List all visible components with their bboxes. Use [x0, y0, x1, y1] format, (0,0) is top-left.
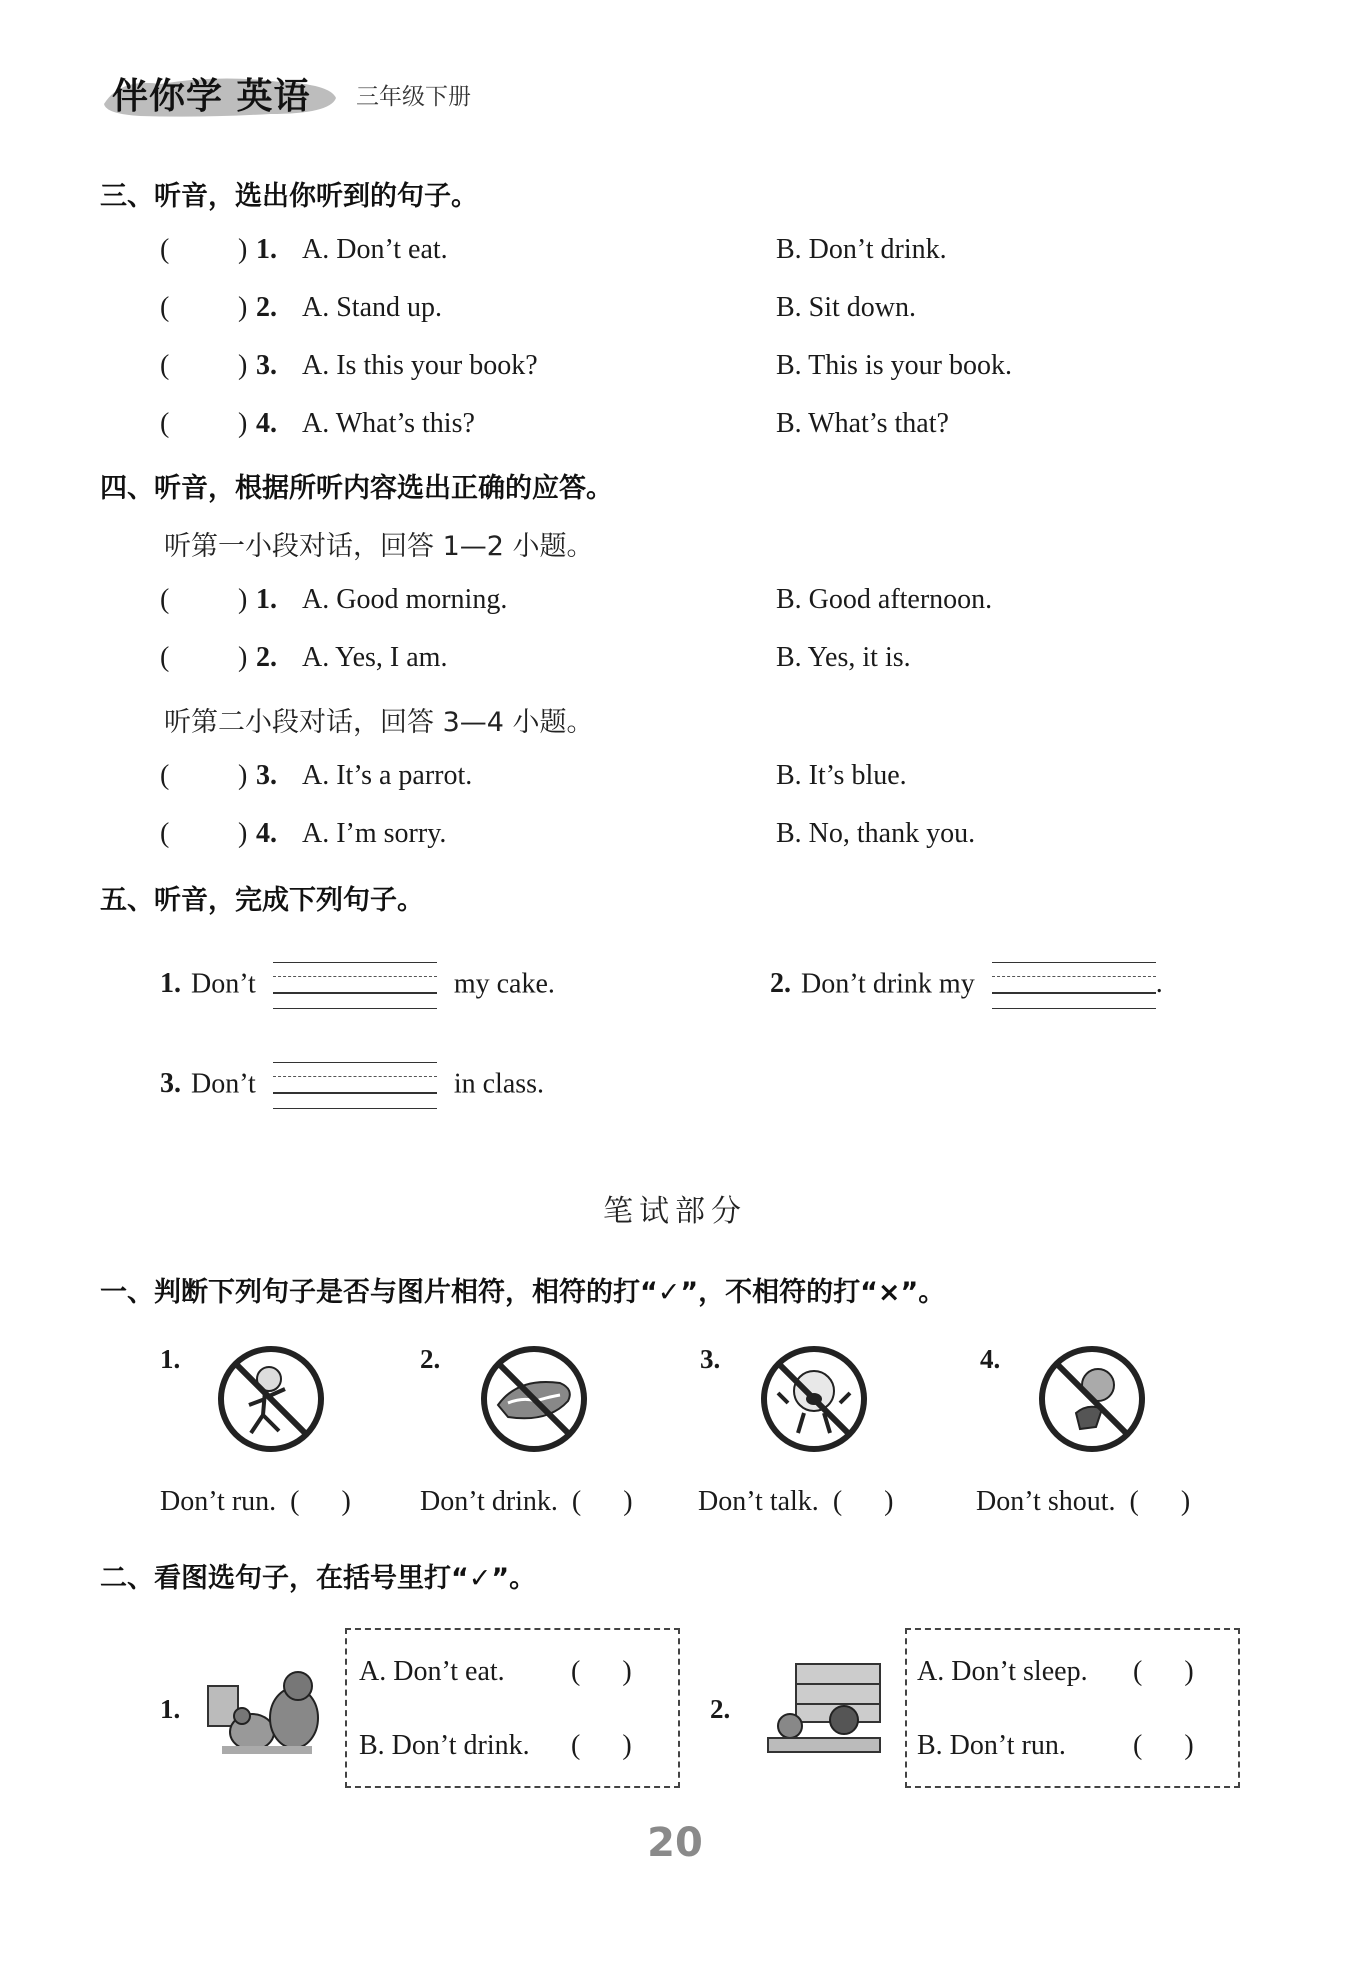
no-boy-icon	[1036, 1343, 1148, 1455]
no-shouting-icon	[758, 1343, 870, 1455]
question-row: ( ) 2. A. Yes, I am. B. Yes, it is.	[160, 642, 911, 673]
answer-paren-open[interactable]: (	[160, 408, 170, 439]
answer-paren-open[interactable]: (	[160, 818, 170, 849]
option-box-1	[345, 1628, 680, 1788]
option-a: A. Yes, I am.	[302, 642, 448, 673]
library-children-picture	[760, 1660, 886, 1760]
option-b: B. This is your book.	[776, 350, 1012, 381]
answer-paren-open[interactable]: (	[160, 760, 170, 791]
option-a: A. Don’t eat.	[302, 234, 448, 265]
section-4-part1: 听第一小段对话，回答 1—2 小题。	[164, 531, 594, 562]
option-a: A. Good morning.	[302, 584, 508, 615]
answer-paren-close: )	[238, 818, 248, 849]
question-row: ( ) 1. A. Good morning. B. Good afternoon.	[160, 584, 993, 615]
option-a: A. What’s this?	[302, 408, 475, 439]
option-b: B. Don’t drink.	[776, 234, 947, 265]
answer-paren-close: )	[238, 350, 248, 381]
question-row: ( ) 3. A. It’s a parrot. B. It’s blue.	[160, 760, 907, 791]
answer-paren[interactable]: ( )	[1133, 1656, 1194, 1687]
answer-paren-close: )	[238, 408, 248, 439]
option-a: A. Don’t eat.	[359, 1656, 505, 1687]
section-5-title: 五、听音，完成下列句子。	[100, 885, 424, 916]
picture-caption: Don’t shout. ( )	[976, 1486, 1191, 1517]
option-b: B. What’s that?	[776, 408, 949, 439]
fill-sentence-2: 2. Don’t drink my .	[770, 958, 1163, 1014]
option-b: B. It’s blue.	[776, 760, 907, 791]
question-row: ( ) 4. A. I’m sorry. B. No, thank you.	[160, 818, 976, 849]
question-row: ( ) 1. A. Don’t eat. B. Don’t drink.	[160, 234, 947, 265]
section-4-title: 四、听音，根据所听内容选出正确的应答。	[100, 473, 613, 504]
option-b: B. Good afternoon.	[776, 584, 993, 615]
no-food-icon	[478, 1343, 590, 1455]
option-a: A. Stand up.	[302, 292, 442, 323]
page-number: 20	[647, 1820, 703, 1866]
answer-paren-open[interactable]: (	[160, 642, 170, 673]
question-row: ( ) 3. A. Is this your book? B. This is your book.	[160, 350, 1012, 381]
answer-paren-open[interactable]: (	[160, 292, 170, 323]
answer-paren-open[interactable]: (	[160, 234, 170, 265]
option-b: B. Yes, it is.	[776, 642, 911, 673]
mice-eating-picture	[202, 1656, 328, 1764]
answer-paren-close: )	[238, 234, 248, 265]
answer-paren-open[interactable]: (	[160, 350, 170, 381]
option-b: B. Don’t run.	[917, 1730, 1066, 1761]
answer-paren[interactable]: ( )	[571, 1486, 633, 1517]
section-3-title: 三、听音，选出你听到的句子。	[100, 181, 478, 212]
answer-paren-close: )	[238, 760, 248, 791]
picture-caption: Don’t talk. ( )	[698, 1486, 894, 1517]
answer-paren-open[interactable]: (	[160, 584, 170, 615]
fill-sentence-1: 1. Don’t my cake.	[160, 958, 555, 1014]
question-row: ( ) 2. A. Stand up. B. Sit down.	[160, 292, 917, 323]
picture-caption: Don’t drink. ( )	[420, 1486, 633, 1517]
written-part-title: 笔试部分	[603, 1194, 747, 1229]
picture-caption: Don’t run. ( )	[160, 1486, 351, 1517]
answer-paren-close: )	[238, 292, 248, 323]
option-a: A. Is this your book?	[302, 350, 538, 381]
option-a: A. I’m sorry.	[302, 818, 447, 849]
four-line-blank[interactable]	[273, 1058, 437, 1114]
header-subtitle: 三年级下册	[356, 84, 471, 110]
answer-paren[interactable]: ( )	[571, 1730, 632, 1761]
four-line-blank[interactable]	[992, 958, 1156, 1014]
header-title: 伴你学 英语	[112, 76, 311, 117]
answer-paren[interactable]: ( )	[571, 1656, 632, 1687]
four-line-blank[interactable]	[273, 958, 437, 1014]
written-section-2-title: 二、看图选句子，在括号里打“✓”。	[100, 1563, 537, 1594]
fill-sentence-3: 3. Don’t in class.	[160, 1058, 544, 1114]
option-b: B. Sit down.	[776, 292, 917, 323]
answer-paren-close: )	[238, 584, 248, 615]
option-b: B. No, thank you.	[776, 818, 976, 849]
answer-paren[interactable]: ( )	[832, 1486, 894, 1517]
option-a: A. Don’t sleep.	[917, 1656, 1088, 1687]
answer-paren-close: )	[238, 642, 248, 673]
no-running-icon	[215, 1343, 327, 1455]
question-row: ( ) 4. A. What’s this? B. What’s that?	[160, 408, 949, 439]
answer-paren[interactable]: ( )	[1133, 1730, 1194, 1761]
answer-paren[interactable]: ( )	[1129, 1486, 1191, 1517]
written-section-1-title: 一、判断下列句子是否与图片相符，相符的打“✓”，不相符的打“×”。	[100, 1277, 946, 1308]
option-b: B. Don’t drink.	[359, 1730, 530, 1761]
option-a: A. It’s a parrot.	[302, 760, 473, 791]
section-4-part2: 听第二小段对话，回答 3—4 小题。	[164, 707, 594, 738]
answer-paren[interactable]: ( )	[290, 1486, 351, 1517]
option-box-2	[905, 1628, 1240, 1788]
